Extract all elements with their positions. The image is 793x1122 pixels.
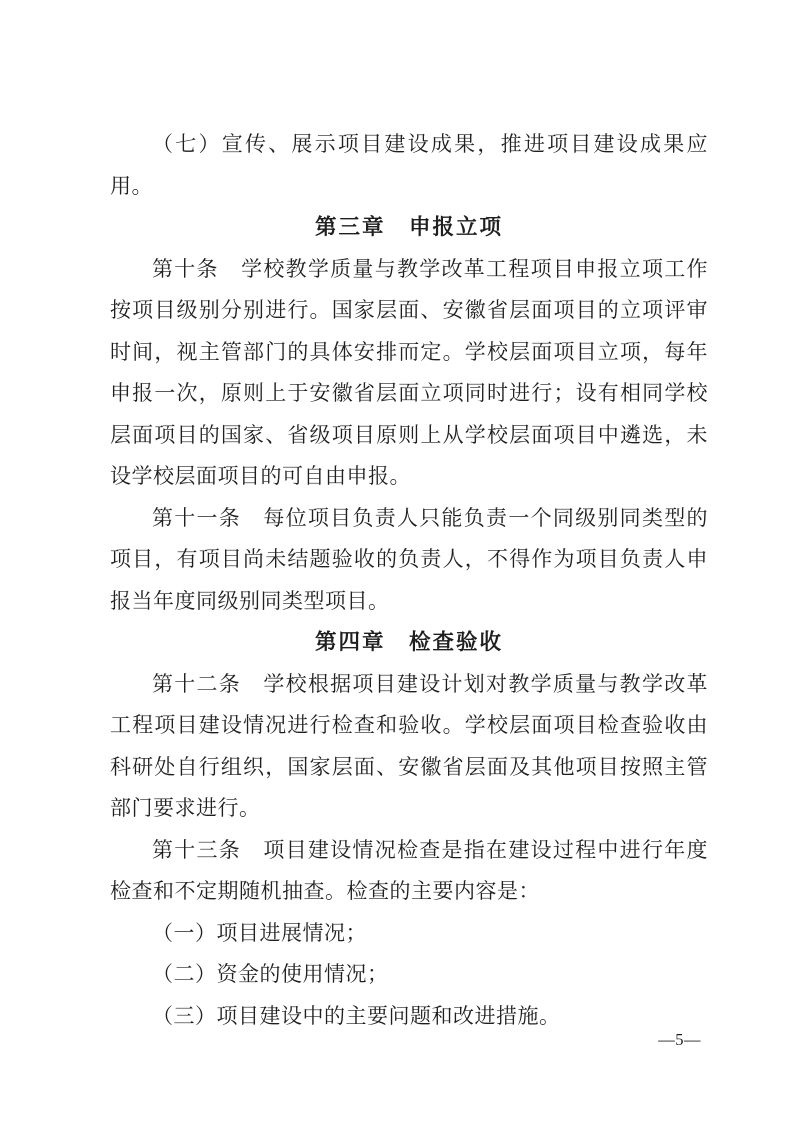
page-number: —5— <box>658 1030 701 1049</box>
document-body <box>110 124 708 1037</box>
article-11-paragraph: 第十一条 每位项目负责人只能负责一个同级别同类型的项目，有项目尚未结题验收的负责人，不得作为项目负责人申报当年度同级别同类型项目。 <box>110 505 708 613</box>
article-10-paragraph: 第十条 学校教学质量与教学改革工程项目申报立项工作按项目级别分别进行。国家层面、安徽省层面项目的立项评审时间，视主管部门的具体安排而定。学校层面项目立项，每年申报一次，原则上于安徽省层面立项同时进行；设有相同学校层面项目的国家、省级项目原则上从学校层面项目中遴选，未设学校层面项目的可自由申报。 <box>110 256 708 488</box>
chapter-3-heading: 第三章 申报立项 <box>314 215 503 239</box>
check-item-1: （一）项目进展情况； <box>152 920 367 945</box>
article-13-paragraph: 第十三条 项目建设情况检查是指在建设过程中进行年度检查和不定期随机抽查。检查的主要内容是： <box>110 837 708 903</box>
article-12-paragraph: 第十二条 学校根据项目建设计划对教学质量与教学改革工程项目建设情况进行检查和验收。学校层面项目检查验收由科研处自行组织，国家层面、安徽省层面及其他项目按照主管部门要求进行。 <box>110 671 708 820</box>
clause-item-7: （七）宣传、展示项目建设成果，推进项目建设成果应用。 <box>110 132 708 198</box>
chapter-4-heading: 第四章 检查验收 <box>314 630 503 654</box>
check-item-3: （三）项目建设中的主要问题和改进措施。 <box>152 1003 561 1028</box>
check-item-2: （二）资金的使用情况； <box>152 962 389 986</box>
